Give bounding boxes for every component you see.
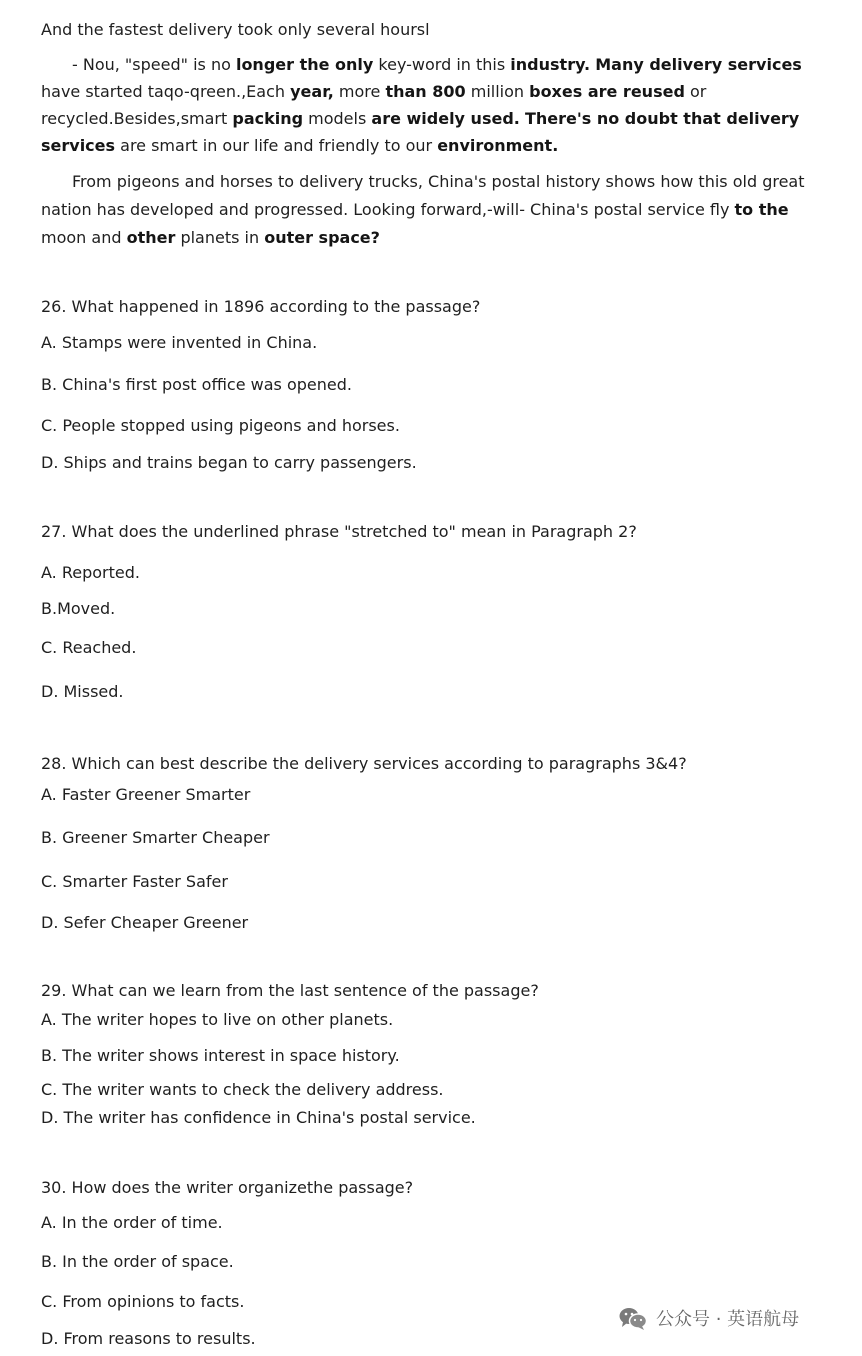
text-run: or bbox=[684, 82, 707, 101]
answer-option: A. The writer hopes to live on other planets. bbox=[41, 1010, 394, 1029]
answer-option: D. Ships and trains began to carry passengers. bbox=[41, 453, 417, 472]
answer-option: B. The writer shows interest in space history. bbox=[41, 1046, 400, 1065]
passage-line bbox=[41, 107, 799, 131]
bold-text: There's no doubt that delivery bbox=[524, 109, 800, 128]
passage-line bbox=[41, 134, 558, 158]
bold-text: packing bbox=[232, 109, 304, 128]
watermark-text: 公众号 · 英语航母 bbox=[656, 1309, 800, 1330]
question-stem: 29. What can we learn from the last sentence of the passage? bbox=[41, 981, 539, 1000]
text-run: have started taqo-qreen.,Each bbox=[41, 82, 291, 101]
answer-option: C. The writer wants to check the delivery address. bbox=[41, 1080, 444, 1099]
passage-line bbox=[72, 53, 802, 77]
text-run: million bbox=[465, 82, 530, 101]
bold-text: than 800 bbox=[385, 82, 466, 101]
text-run: more bbox=[333, 82, 386, 101]
question-stem: 27. What does the underlined phrase "stretched to" mean in Paragraph 2? bbox=[41, 522, 637, 541]
answer-option: B. China's first post office was opened. bbox=[41, 375, 352, 394]
passage-line bbox=[41, 80, 706, 104]
answer-option: C. Reached. bbox=[41, 638, 137, 657]
passage-line bbox=[72, 170, 805, 194]
answer-option: C. People stopped using pigeons and horses. bbox=[41, 416, 400, 435]
bold-text: services bbox=[41, 136, 116, 155]
bold-text: to the bbox=[734, 200, 789, 219]
answer-option: D. The writer has confidence in China's postal service. bbox=[41, 1108, 476, 1127]
text-run: key-word in this bbox=[373, 55, 511, 74]
answer-option: C. From opinions to facts. bbox=[41, 1292, 245, 1311]
bold-text: environment. bbox=[437, 136, 559, 155]
answer-option: A. In the order of time. bbox=[41, 1213, 223, 1232]
answer-option: B. In the order of space. bbox=[41, 1252, 234, 1271]
answer-option: D. Sefer Cheaper Greener bbox=[41, 913, 249, 932]
answer-option: C. Smarter Faster Safer bbox=[41, 872, 228, 891]
text-run: moon and bbox=[41, 228, 127, 247]
text-run: From pigeons and horses to delivery trucks, China's postal history shows how this old great bbox=[72, 172, 805, 191]
bold-text: outer space? bbox=[264, 228, 380, 247]
answer-option: A. Faster Greener Smarter bbox=[41, 785, 251, 804]
question-stem: 26. What happened in 1896 according to the passage? bbox=[41, 297, 481, 316]
question-stem: 28. Which can best describe the delivery services according to paragraphs 3&4? bbox=[41, 754, 687, 773]
passage-line bbox=[41, 198, 789, 222]
answer-option: B.Moved. bbox=[41, 599, 116, 618]
bold-text: year, bbox=[290, 82, 334, 101]
answer-option: D. From reasons to results. bbox=[41, 1329, 256, 1348]
wechat-icon bbox=[618, 1306, 648, 1330]
answer-option: B. Greener Smarter Cheaper bbox=[41, 828, 270, 847]
bold-text: other bbox=[126, 228, 176, 247]
text-run: nation has developed and progressed. Looking forward,-will- China's postal service fly bbox=[41, 200, 735, 219]
bold-text: industry. bbox=[510, 55, 591, 74]
passage-line bbox=[41, 18, 430, 42]
bold-text: longer the only bbox=[235, 55, 374, 74]
question-stem: 30. How does the writer organizethe passage? bbox=[41, 1178, 414, 1197]
bold-text: are widely used. bbox=[371, 109, 520, 128]
text-run: planets in bbox=[175, 228, 265, 247]
text-run: - Nou, "speed" is no bbox=[72, 55, 236, 74]
bold-text: boxes are reused bbox=[529, 82, 685, 101]
text-run: models bbox=[303, 109, 372, 128]
passage-line bbox=[41, 226, 380, 250]
text-run: recycled.Besides,smart bbox=[41, 109, 233, 128]
bold-text: Many delivery services bbox=[595, 55, 802, 74]
watermark bbox=[618, 1304, 799, 1332]
text-run: And the fastest delivery took only several hoursl bbox=[41, 20, 430, 39]
answer-option: A. Reported. bbox=[41, 563, 140, 582]
answer-option: D. Missed. bbox=[41, 682, 124, 701]
text-run: are smart in our life and friendly to our bbox=[115, 136, 438, 155]
answer-option: A. Stamps were invented in China. bbox=[41, 333, 318, 352]
